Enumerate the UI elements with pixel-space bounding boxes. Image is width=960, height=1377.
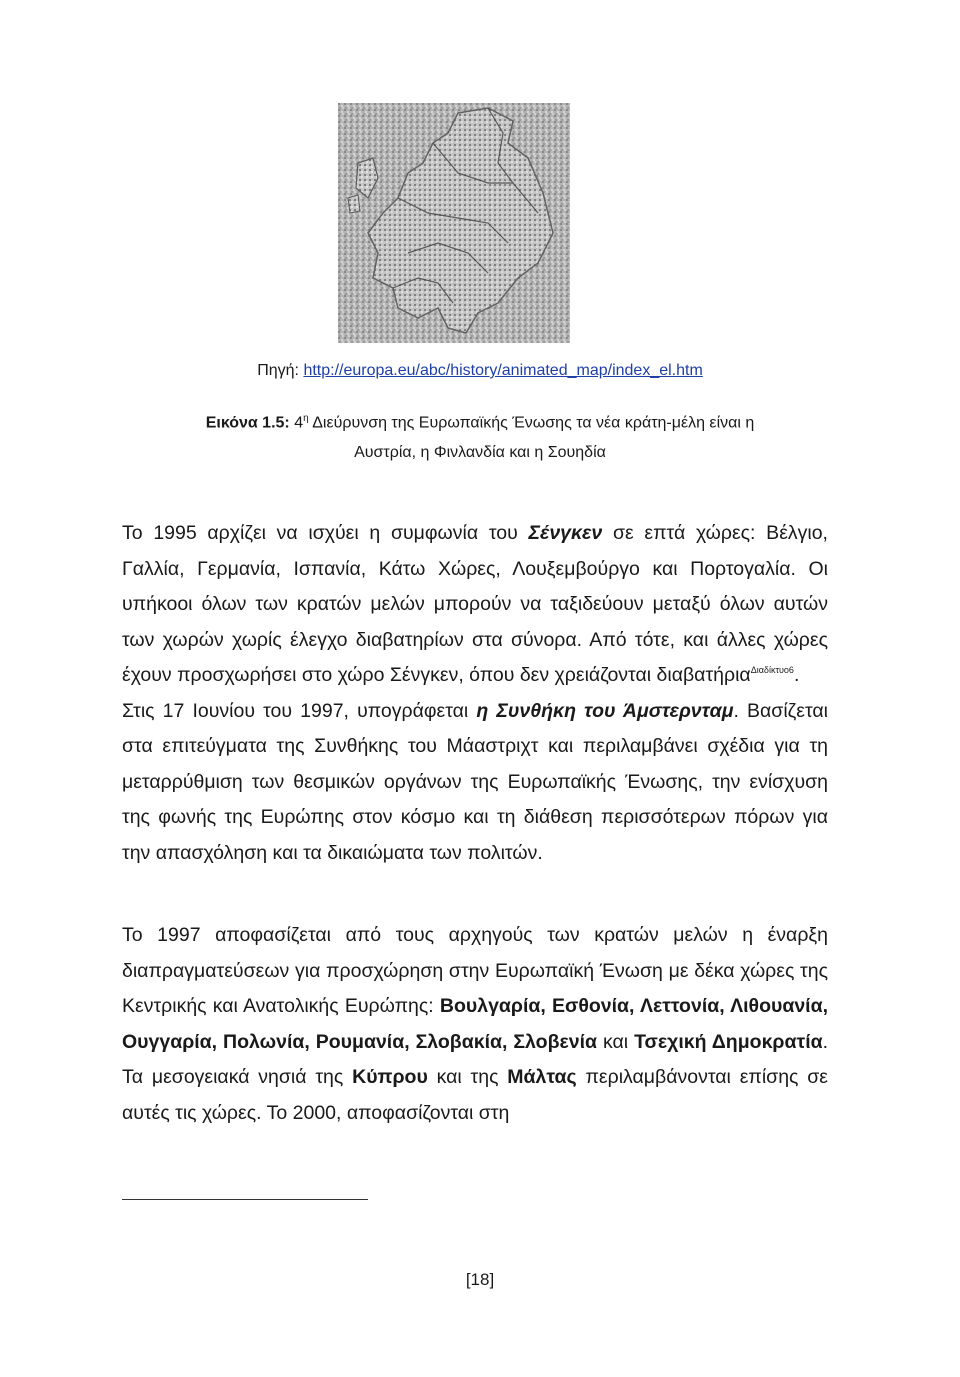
source-prefix: Πηγή: xyxy=(257,362,304,379)
source-link[interactable]: http://europa.eu/abc/history/animated_map/index_el.htm xyxy=(303,362,703,379)
paragraph-schengen xyxy=(122,516,828,871)
page-number: [18] xyxy=(465,1270,495,1289)
cyprus: Κύπρου xyxy=(352,1066,428,1088)
map-graphic xyxy=(338,103,570,343)
paragraph-enlargement xyxy=(122,918,828,1131)
figure-label: Εικόνα 1.5: xyxy=(205,414,290,432)
para3-text-2: και xyxy=(597,1030,635,1053)
figure-source xyxy=(0,362,960,380)
para3-text-4: και της xyxy=(427,1066,508,1088)
footnote-separator xyxy=(122,1199,368,1200)
amsterdam-treaty-term: η Συνθήκη του Άμστερνταμ xyxy=(476,699,734,722)
czech-republic: Τσεχική Δημοκρατία xyxy=(634,1030,823,1053)
malta: Μάλτας xyxy=(507,1066,577,1088)
para2-text-2: . Βασίζεται στα επιτεύγματα της Συνθήκης του Μάαστριχτ και περιλαμβάνει σχέδια για τη μεταρρύθμιση των θεσμικών οργάνων της Ευρωπαϊκής Ένωσης, την ενίσχυση της φωνής της Ευρώπης στον κόσμο και τη διάθεση περισσότερων πόρων για την απασχόληση και τα δικαιώματα των πολιτών. xyxy=(122,699,828,864)
figure-caption-line-1 xyxy=(0,413,960,432)
schengen-term: Σένγκεν xyxy=(528,522,603,544)
caption-text-1: Διεύρυνση της Ευρωπαϊκής Ένωσης τα νέα κράτη-μέλη είναι η xyxy=(308,414,755,432)
caption-ordinal-sup: η xyxy=(303,413,309,424)
europe-map-image xyxy=(338,103,570,343)
para1-text-2: σε επτά χώρες: Βέλγιο, Γαλλία, Γερμανία, Ισπανία, Κάτω Χώρες, Λουξεμβούργο και Πορτογαλία. Οι υπήκοοι όλων των κρατών μελών μπορούν να ταξιδεύουν μεταξύ όλων αυτών των χωρών χωρίς έλεγχο διαβατηρίων στα σύνορα. Από τότε, και άλλες χώρες έχουν προσχωρήσει στο χώρο Σένγκεν, όπου δεν χρειάζονται διαβατήρια xyxy=(122,522,828,686)
para3-text-3: . Τα μεσογειακά νησιά της xyxy=(122,1030,829,1088)
para1-text-3: . xyxy=(793,664,800,686)
para1-text-1: Το 1995 αρχίζει να ισχύει η συμφωνία του xyxy=(122,522,529,544)
para3-text-5: περιλαμβάνονται επίσης σε αυτές τις χώρες. Το 2000, αποφασίζονται στη xyxy=(122,1066,828,1124)
caption-ordinal: 4 xyxy=(289,414,304,432)
figure-caption-line-2: Αυστρία, η Φινλανδία και η Σουηδία xyxy=(354,444,606,461)
para3-text-1: Το 1997 αποφασίζεται από τους αρχηγούς των κρατών μελών η έναρξη διαπραγματεύσεων για προσχώρηση στην Ευρωπαϊκή Ένωση με δέκα χώρες της Κεντρικής και Ανατολικής Ευρώπης: xyxy=(122,924,828,1017)
candidate-countries: Βουλγαρία, Εσθονία, Λεττονία, Λιθουανία, Ουγγαρία, Πολωνία, Ρουμανία, Σλοβακία, Σλοβενία xyxy=(122,995,828,1053)
para2-text-1: Στις 17 Ιουνίου του 1997, υπογράφεται xyxy=(122,699,477,722)
footnote-ref: Διαδίκτυο6 xyxy=(750,665,794,675)
